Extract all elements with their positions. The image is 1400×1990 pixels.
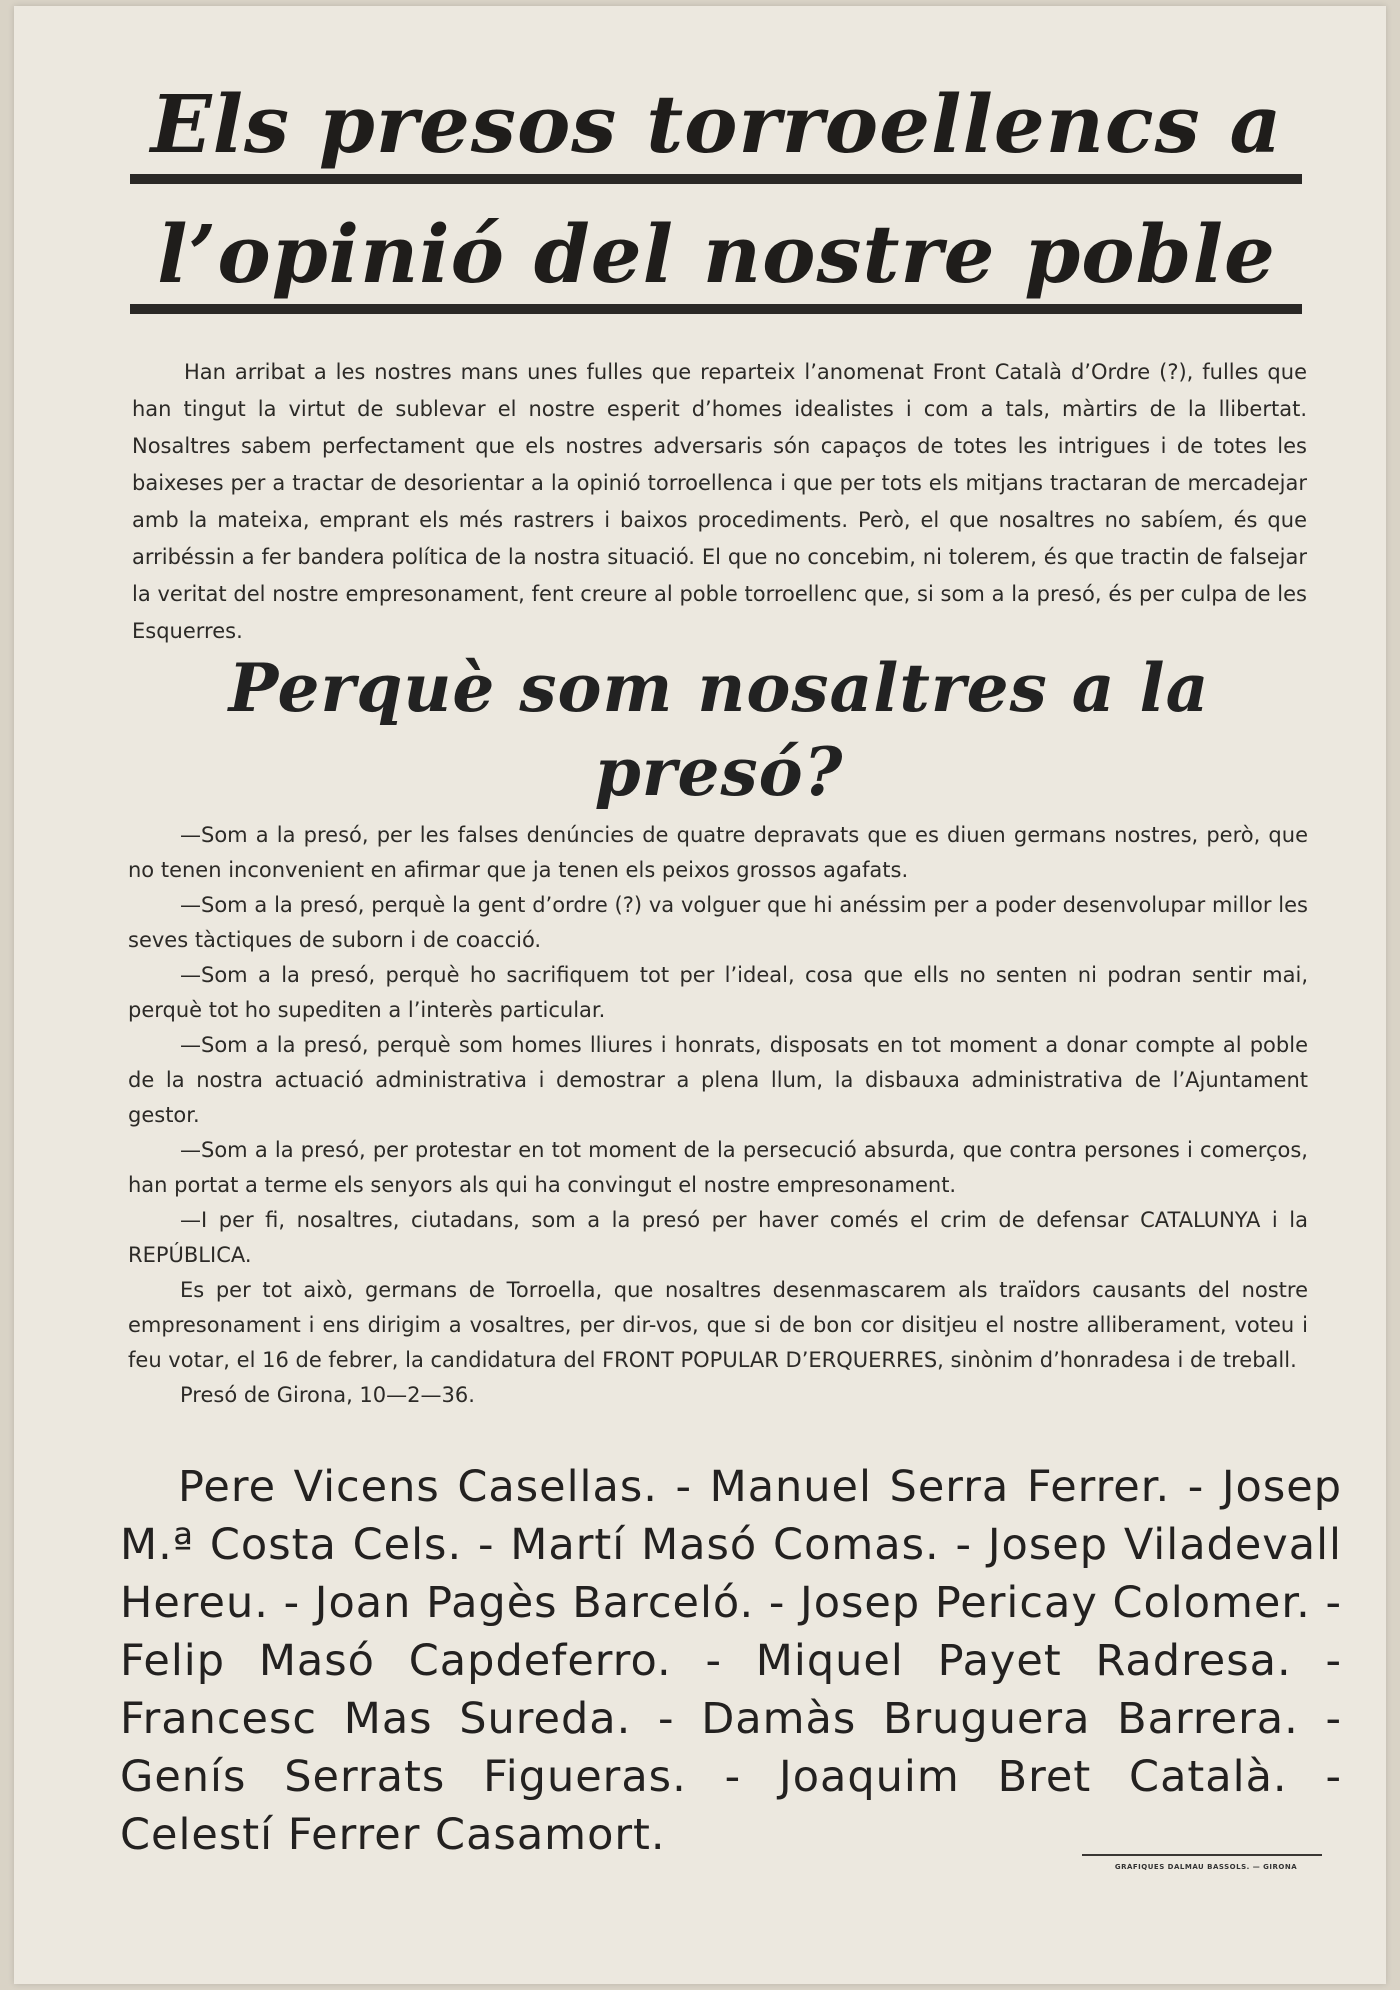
appeal-paragraph: Es per tot això, germans de Torroella, que nosaltres desenmascarem als traïdors causants del nostre empresonament i ens dirigim a vosaltres, per dir-vos, que si de bon cor disitjeu el nostre alliberament, voteu i feu votar, el 16 de febrer, la candidatura del FRONT POPULAR D’ERQUERRES, sinònim d’honradesa i de treball.	[128, 1278, 1308, 1372]
reason-paragraph: —Som a la presó, perquè la gent d’ordre (?) va volguer que hi anéssim per a poder desenvolupar millor les seves tàctiques de suborn i de coacció.	[128, 893, 1308, 952]
reason-paragraph: —I per fi, nosaltres, ciutadans, som a la presó per haver comés el crim de defensar CATALUNYA i la REPÚBLICA.	[128, 1208, 1308, 1267]
reason-paragraph: —Som a la presó, per les falses denúncies de quatre depravats que es diuen germans nostres, però, que no tenen inconvenient en afirmar que ja tenen els peixos grossos agafats.	[128, 823, 1308, 882]
title-underline-1	[130, 174, 1302, 184]
title-line-1: Els presos torroellencs a	[150, 77, 1283, 171]
printer-imprint: GRÀFIQUES DALMÁU BASSOLS. — GIRONA	[1114, 1863, 1298, 1871]
reason-paragraph: —Som a la presó, per protestar en tot moment de la persecució absurda, que contra persones i comerços, han portat a terme els senyors als qui ha convingut el nostre empresonament.	[128, 1138, 1308, 1197]
title-line-2: l’opinió del nostre poble	[157, 207, 1276, 301]
signing-date: Presó de Girona, 10—2—36.	[180, 1383, 475, 1407]
reason-paragraph: —Som a la presó, perquè som homes lliures i honrats, disposats en tot moment a donar compte al poble de la nostra actuació administrativa i demostrar a plena llum, la disbauxa administrativa de l’Ajuntament gestor.	[128, 1033, 1308, 1127]
signatories: Pere Vicens Casellas. - Manuel Serra Ferrer. - Josep M.ª Costa Cels. - Martí Masó Comas. - Josep Viladevall Hereu. - Joan Pagès Barceló. - Josep Pericay Colomer. - Felip Masó Capdeferro. - Miquel Payet Radresa. - Francesc Mas Sureda. - Damàs Bruguera Barrera. - Genís Serrats Figueras. - Joaquim Bret Català. - Celestí Ferrer Casamort.	[120, 1462, 1342, 1860]
title-underline-2	[130, 304, 1302, 314]
imprint-rule	[1082, 1854, 1322, 1856]
body-text	[128, 818, 1308, 1413]
subheading: Perquè som nosaltres a la presó?	[228, 649, 1210, 811]
reason-paragraph: —Som a la presó, perquè ho sacrifiquem tot per l’ideal, cosa que ells no senten ni podran sentir mai, perquè tot ho supediten a l’interès particular.	[128, 963, 1308, 1022]
intro-paragraph: Han arribat a les nostres mans unes fulles que reparteix l’anomenat Front Català d’Ordre (?), fulles que han tingut la virtut de sublevar el nostre esperit d’homes idealistes i com a tals, màrtirs de la llibertat. Nosaltres sabem perfectament que els nostres adversaris són capaços de totes les intrigues i de totes les baixeses per a tractar de desorientar a la opinió torroellenca i que per tots els mitjans tractaran de mercadejar amb la mateixa, emprant els més rastrers i baixos procediments. Però, el que nosaltres no sabíem, és que arribéssin a fer bandera política de la nostra situació. El que no concebim, ni tolerem, és que tractin de falsejar la veritat del nostre empresonament, fent creure al poble torroellenc que, si som a la presó, és per culpa de les Esquerres.	[132, 360, 1307, 643]
leaflet-page	[14, 6, 1386, 1984]
